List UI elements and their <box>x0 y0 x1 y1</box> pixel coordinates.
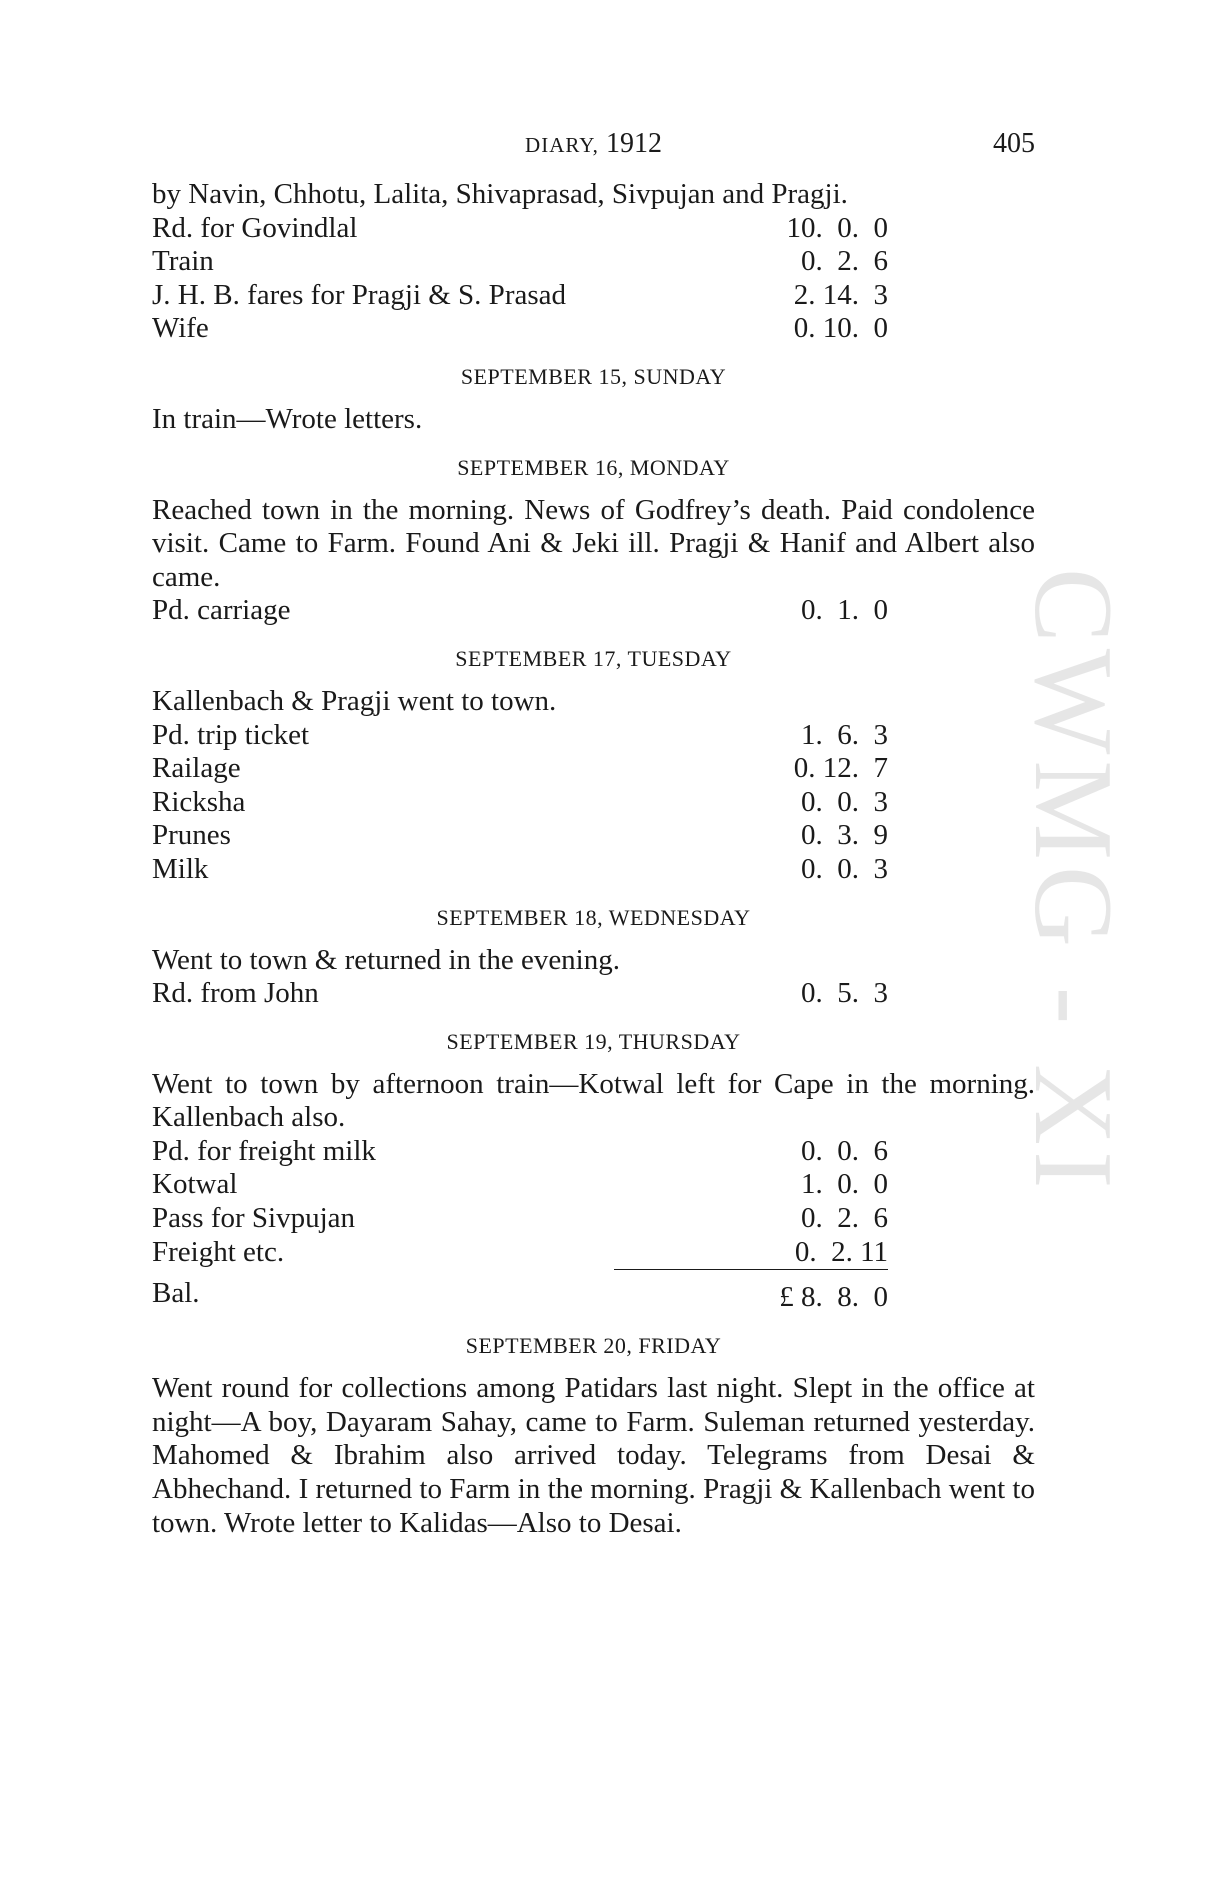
entry-heading-sep20: SEPTEMBER 20, FRIDAY <box>465 1333 722 1359</box>
page-body <box>152 178 1035 1540</box>
entry-text-sep17: Kallenbach & Pragji went to town. <box>152 684 557 717</box>
balance-label: Bal. <box>152 1277 200 1310</box>
entry-text-sep18: Went to town & returned in the evening. <box>152 943 620 976</box>
account-label: Kotwal <box>152 1168 238 1201</box>
account-amount: 1. 0. 0 <box>801 1168 888 1201</box>
entry-heading-sep17: SEPTEMBER 17, TUESDAY <box>455 645 732 671</box>
account-label: Pd. for freight milk <box>152 1134 376 1167</box>
intro-text: by Navin, Chhotu, Lalita, Shivaprasad, Sivpujan and Pragji. <box>152 178 848 210</box>
account-amount-ruled: 0. 2. 11 <box>614 1236 888 1271</box>
account-label: Train <box>152 245 214 278</box>
account-row <box>152 1236 1035 1270</box>
account-label: Wife <box>152 312 209 345</box>
running-head-year: 1912 <box>605 128 662 159</box>
account-label: Rd. from John <box>152 977 319 1010</box>
account-row <box>152 719 1035 753</box>
account-amount: 0. 0. 3 <box>801 852 888 885</box>
account-amount: 2. 14. 3 <box>793 278 888 311</box>
account-label: Pass for Sivpujan <box>152 1202 355 1235</box>
account-row <box>152 279 1035 313</box>
account-amount: 0. 0. 3 <box>801 785 888 818</box>
account-row <box>152 853 1035 887</box>
entry-heading-sep16: SEPTEMBER 16, MONDAY <box>457 454 730 480</box>
entry-text-sep15: In train—Wrote letters. <box>152 402 423 435</box>
account-label: Rd. for Govindlal <box>152 211 358 244</box>
balance-amount: £ 8. 8. 0 <box>779 1281 888 1314</box>
account-label: Milk <box>152 852 209 885</box>
account-amount: 0. 12. 7 <box>793 752 888 785</box>
account-amount: 0. 5. 3 <box>801 977 888 1010</box>
account-amount: 0. 1. 0 <box>801 594 888 627</box>
account-row <box>152 819 1035 853</box>
account-amount: 0. 10. 0 <box>793 312 888 345</box>
account-row <box>152 245 1035 279</box>
account-label: Ricksha <box>152 785 246 818</box>
entry-heading-sep19: SEPTEMBER 19, THURSDAY <box>446 1028 741 1054</box>
account-row <box>152 1202 1035 1236</box>
account-label: Prunes <box>152 819 231 852</box>
running-head-title: DIARY, <box>525 133 599 157</box>
entry-heading-sep18: SEPTEMBER 18, WEDNESDAY <box>436 904 751 930</box>
entry-text-sep16: Reached town in the morning. News of Godfrey’s death. Paid condolence visit. Came to Farm. Found Ani & Jeki ill. Pragji & Hanif and Albert also came. <box>152 493 1035 593</box>
page-header <box>152 128 1035 164</box>
account-amount: 0. 3. 9 <box>801 819 888 852</box>
watermark: CWMG - XI <box>1011 568 1135 1195</box>
running-head <box>152 128 1035 160</box>
account-row <box>152 752 1035 786</box>
account-amount: 0. 2. 6 <box>801 1202 888 1235</box>
account-amount: 0. 0. 6 <box>801 1134 888 1167</box>
account-row <box>152 594 1035 628</box>
account-row <box>152 977 1035 1011</box>
account-label: Pd. trip ticket <box>152 718 310 751</box>
entry-text-sep19: Went to town by afternoon train—Kotwal left for Cape in the morning. Kallenbach also. <box>152 1067 1035 1134</box>
account-row <box>152 1135 1035 1169</box>
entry-text-sep20: Went round for collections among Patidars last night. Slept in the office at night—A boy, Dayaram Sahay, came to Farm. Suleman returned yesterday. Mahomed & Ibrahim also arrived today. Telegrams from Desai & Abhechand. I returned to Farm in the morning. Pragji & Kallenbach went to town. Wrote letter to Kalidas—Also to Desai. <box>152 1372 1035 1539</box>
account-label: J. H. B. fares for Pragji & S. Prasad <box>152 278 567 311</box>
account-amount: 10. 0. 0 <box>786 211 888 244</box>
page-number: 405 <box>993 128 1035 159</box>
account-amount: 0. 2. 6 <box>801 245 888 278</box>
account-row <box>152 1168 1035 1202</box>
account-row <box>152 312 1035 346</box>
balance-row <box>152 1275 1035 1315</box>
account-label: Freight etc. <box>152 1235 285 1268</box>
entry-heading-sep15: SEPTEMBER 15, SUNDAY <box>460 363 727 389</box>
account-amount: 1. 6. 3 <box>801 718 888 751</box>
account-row <box>152 786 1035 820</box>
account-label: Pd. carriage <box>152 594 291 627</box>
account-label: Railage <box>152 752 241 785</box>
account-row <box>152 212 1035 246</box>
